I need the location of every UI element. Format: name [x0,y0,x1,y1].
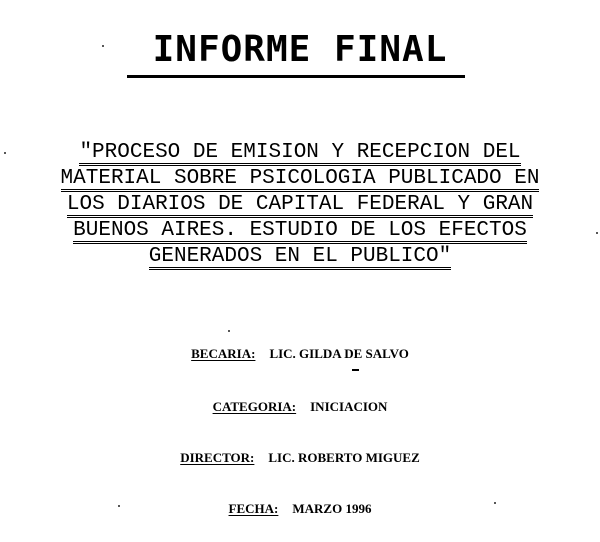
scan-speck [228,330,230,332]
director-value: LIC. ROBERTO MIGUEZ [268,450,420,465]
becaria-label: BECARIA: [191,346,256,361]
fecha-value: MARZO 1996 [292,501,372,516]
report-title: INFORME FINAL [152,29,448,70]
scan-speck [596,232,598,234]
subtitle-line-3: LOS DIARIOS DE CAPITAL FEDERAL Y GRAN [66,193,534,216]
categoria-field [0,399,600,415]
categoria-value: INICIACION [310,399,388,414]
categoria-label: CATEGORIA: [212,399,297,414]
scan-speck [102,45,104,47]
fecha-field [0,501,600,517]
report-subtitle [0,140,600,270]
title-underline [127,75,465,78]
scan-speck [118,505,120,507]
becaria-field [0,346,600,362]
scan-speck [494,502,496,504]
director-label: DIRECTOR: [180,450,255,465]
scan-mark [352,369,359,371]
subtitle-line-1: "PROCESO DE EMISION Y RECEPCION DEL [79,141,521,164]
fecha-label: FECHA: [228,501,279,516]
scan-speck [4,152,6,154]
subtitle-line-4: BUENOS AIRES. ESTUDIO DE LOS EFECTOS [73,219,527,242]
subtitle-line-2: MATERIAL SOBRE PSICOLOGIA PUBLICADO EN [60,167,540,190]
subtitle-line-5: GENERADOS EN EL PUBLICO" [148,245,452,268]
director-field [0,450,600,466]
becaria-value: LIC. GILDA DE SALVO [269,346,409,361]
